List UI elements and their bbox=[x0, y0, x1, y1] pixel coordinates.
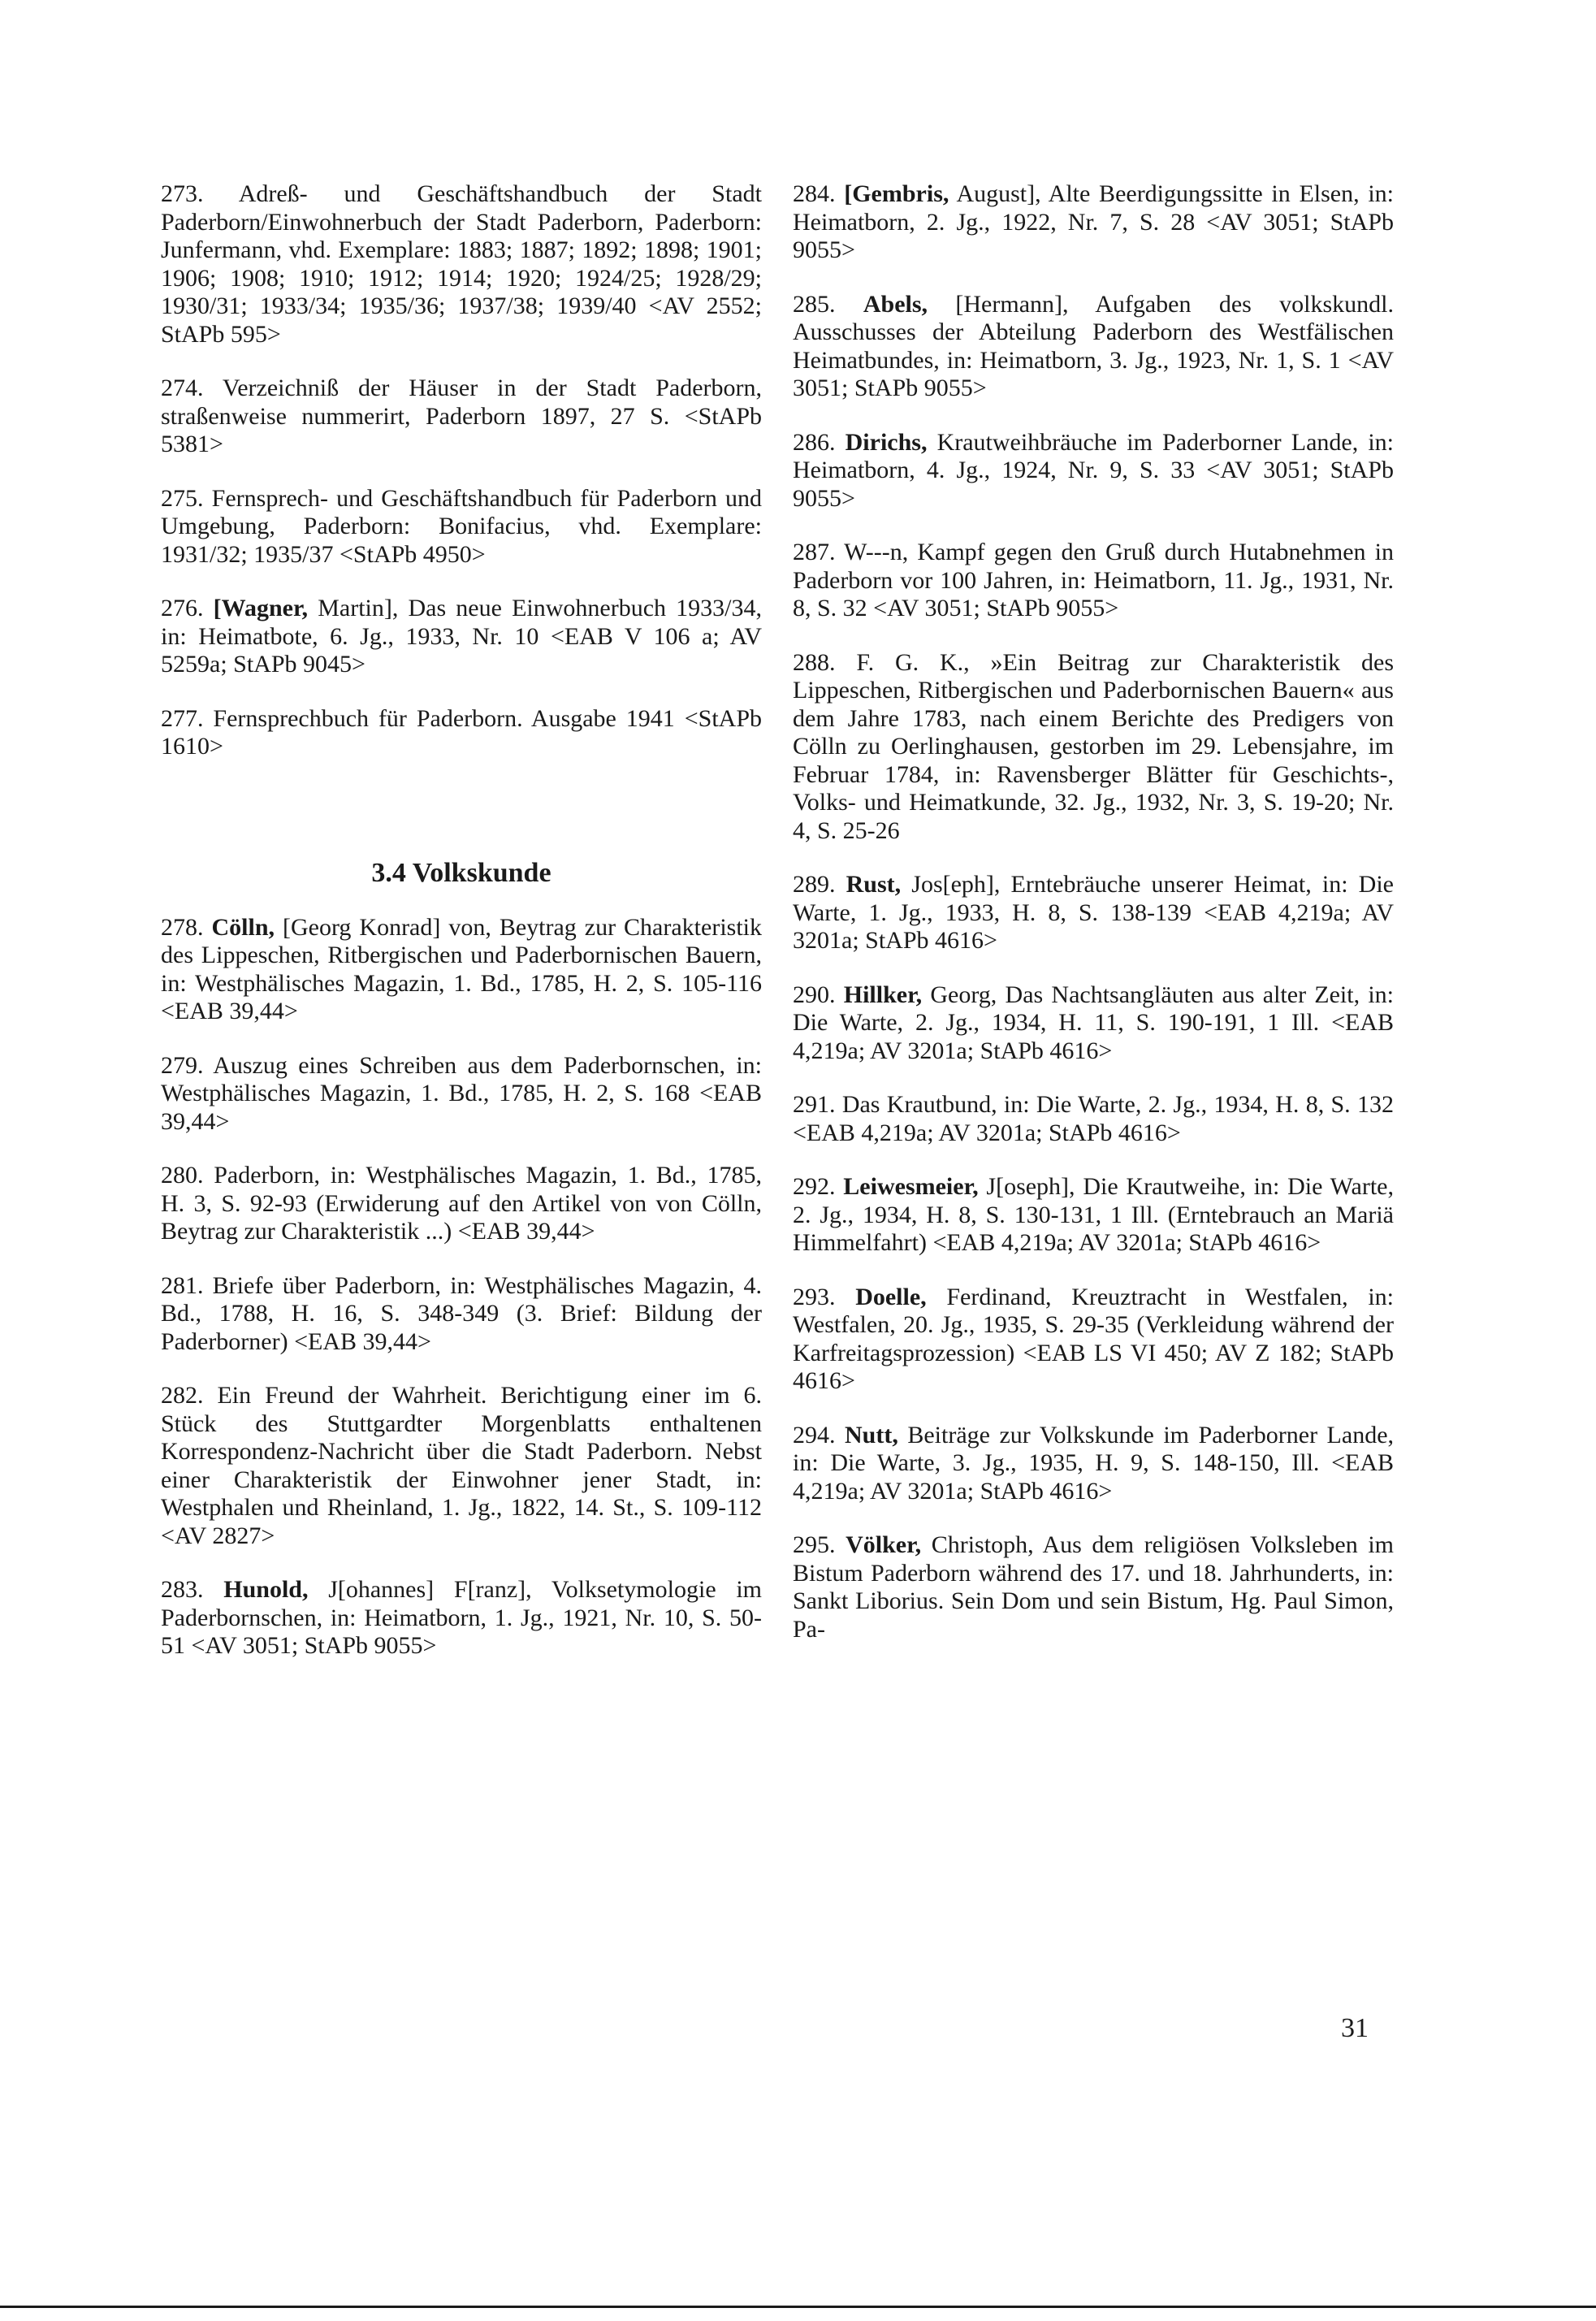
entry-text: Fernsprechbuch für Paderborn. Ausgabe 1941 <StAPb 1610> bbox=[161, 704, 762, 760]
entry-number: 273. bbox=[161, 180, 204, 207]
entry-number: 289. bbox=[793, 871, 836, 898]
entry-number: 284. bbox=[793, 180, 836, 207]
bibliography-entry bbox=[793, 1284, 1394, 1396]
bibliography-entry bbox=[793, 429, 1394, 513]
left-entries-before bbox=[161, 180, 762, 761]
entry-text: J[ohannes] F[ranz], Volksetymologie im Paderbornschen, in: Heimatborn, 1. Jg., 1921, Nr. 10, S. 50-51 <AV 3051; StAPb 9055> bbox=[161, 1576, 763, 1659]
entry-number: 276. bbox=[161, 595, 204, 621]
entry-author: Hillker, bbox=[843, 981, 923, 1008]
entry-author: Leiwesmeier, bbox=[843, 1173, 979, 1200]
bibliography-entry bbox=[161, 914, 762, 1026]
entry-number: 278. bbox=[161, 913, 204, 941]
bibliography-entry bbox=[793, 649, 1394, 846]
entry-text: Briefe über Paderborn, in: Westphälisches Magazin, 4. Bd., 1788, H. 16, S. 348-349 (3. Brief: Bildung der Paderborner) <EAB 39,44> bbox=[161, 1271, 762, 1355]
entry-text: Ferdinand, Kreuztracht in Westfalen, in: Westfalen, 20. Jg., 1935, S. 29-35 (Verkleidung während der Karfreitagsprozession) <EAB LS VI 450; AV Z 182; StAPb 4616> bbox=[793, 1283, 1395, 1394]
entry-author: [Wagner, bbox=[213, 595, 309, 621]
bibliography-entry bbox=[161, 375, 762, 459]
entry-text: Georg, Das Nachtsangläuten aus alter Zeit, in: Die Warte, 2. Jg., 1934, H. 11, S. 190-191, 1 Ill. <EAB 4,219a; AV 3201a; StAPb 4616> bbox=[793, 981, 1395, 1064]
left-entries-after bbox=[161, 914, 762, 1661]
entry-text: Fernsprech- und Geschäftshandbuch für Paderborn und Umgebung, Paderborn: Bonifacius, vhd. Exemplare: 1931/32; 1935/37 <StAPb 4950> bbox=[161, 484, 762, 568]
entry-number: 288. bbox=[793, 648, 836, 676]
section-heading: 3.4 Volkskunde bbox=[371, 857, 551, 888]
bibliography-entry bbox=[793, 1173, 1394, 1258]
entry-number: 287. bbox=[793, 539, 836, 565]
entry-author: Cölln, bbox=[211, 913, 275, 941]
bibliography-entry bbox=[161, 705, 762, 761]
bibliography-entry bbox=[161, 485, 762, 569]
page-number: 31 bbox=[1341, 2013, 1369, 2043]
bibliography-entry bbox=[793, 871, 1394, 955]
bibliography-entry bbox=[793, 981, 1394, 1066]
bibliography-entry bbox=[161, 1162, 762, 1246]
entry-author: Rust, bbox=[846, 871, 902, 898]
entry-author: Abels, bbox=[863, 290, 928, 318]
entry-author: Völker, bbox=[846, 1531, 922, 1558]
bibliography-entry bbox=[161, 1052, 762, 1137]
entry-author: [Gembris, bbox=[844, 180, 949, 207]
entry-author: Doelle, bbox=[855, 1283, 927, 1310]
left-column bbox=[161, 180, 762, 1687]
entry-number: 290. bbox=[793, 981, 836, 1008]
entry-number: 295. bbox=[793, 1531, 836, 1558]
entry-number: 277. bbox=[161, 704, 204, 732]
entry-text: Beiträge zur Volkskunde im Paderborner Lande, in: Die Warte, 3. Jg., 1935, H. 9, S. 148-150, Ill. <EAB 4,219a; AV 3201a; StAPb 4616> bbox=[793, 1421, 1395, 1505]
bibliography-entry bbox=[793, 1531, 1394, 1643]
bibliography-entry bbox=[793, 180, 1394, 265]
entry-number: 285. bbox=[793, 290, 836, 318]
entry-text: August], Alte Beerdigungssitte in Elsen, in: Heimatborn, 2. Jg., 1922, Nr. 7, S. 28 <AV 3051; StAPb 9055> bbox=[793, 180, 1395, 263]
entry-number: 283. bbox=[161, 1576, 204, 1603]
entry-number: 292. bbox=[793, 1173, 836, 1200]
bibliography-entry bbox=[793, 1091, 1394, 1147]
bibliography-entry bbox=[161, 180, 762, 349]
right-column bbox=[793, 180, 1394, 1669]
bottom-rule bbox=[0, 2306, 1596, 2308]
bibliography-entry bbox=[161, 1576, 762, 1661]
entry-text: F. G. K., »Ein Beitrag zur Charakteristik des Lippeschen, Ritbergischen und Paderbornischen Bauern« aus dem Jahre 1783, nach einem Berichte des Predigers von Cölln zu Oerlinghausen, gestorben im 29. Lebensjahre, im Februar 1784, in: Ravensberger Blätter für Geschichts-, Volks- und Heimatkunde, 32. Jg., 1932, Nr. 3, S. 19-20; Nr. 4, S. 25-26 bbox=[793, 648, 1395, 844]
bibliography-entry bbox=[161, 595, 762, 679]
entry-text: W---n, Kampf gegen den Gruß durch Hutabnehmen in Paderborn vor 100 Jahren, in: Heimatborn, 11. Jg., 1931, Nr. 8, S. 32 <AV 3051; StAPb 9055> bbox=[793, 539, 1394, 621]
entry-text: Auszug eines Schreiben aus dem Paderbornschen, in: Westphälisches Magazin, 1. Bd., 1785, H. 2, S. 168 <EAB 39,44> bbox=[161, 1051, 762, 1135]
entry-number: 286. bbox=[793, 428, 836, 456]
entry-number: 293. bbox=[793, 1283, 836, 1310]
entry-text: Martin], Das neue Einwohnerbuch 1933/34, in: Heimatbote, 6. Jg., 1933, Nr. 10 <EAB V 106 a; AV 5259a; StAPb 9045> bbox=[161, 595, 763, 678]
entry-text: [Hermann], Aufgaben des volkskundl. Ausschusses der Abteilung Paderborn des Westfälischen Heimatbundes, in: Heimatborn, 3. Jg., 1923, Nr. 1, S. 1 <AV 3051; StAPb 9055> bbox=[793, 290, 1395, 401]
entry-text: Paderborn, in: Westphälisches Magazin, 1. Bd., 1785, H. 3, S. 92-93 (Erwiderung auf den Artikel von von Cölln, Beytrag zur Charakteristik ...) <EAB 39,44> bbox=[161, 1162, 763, 1245]
entry-text: Adreß- und Geschäftshandbuch der Stadt Paderborn/Einwohnerbuch der Stadt Paderborn, Paderborn: Junfermann, vhd. Exemplare: 1883; 1887; 1892; 1898; 1901; 1906; 1908; 1910; 1912; 1914; 1920; 1924/25; 1928/29; 1930/31; 1933/34; 1935/36; 1937/38; 1939/40 <AV 2552; StAPb 595> bbox=[161, 180, 762, 348]
entry-author: Dirichs, bbox=[845, 428, 928, 456]
entry-text: Jos[eph], Erntebräuche unserer Heimat, in: Die Warte, 1. Jg., 1933, H. 8, S. 138-139 <EAB 4,219a; AV 3201a; StAPb 4616> bbox=[793, 871, 1394, 954]
entry-number: 294. bbox=[793, 1421, 836, 1448]
entry-text: J[oseph], Die Krautweihe, in: Die Warte, 2. Jg., 1934, H. 8, S. 130-131, 1 Ill. (Erntebrauch an Mariä Himmelfahrt) <EAB 4,219a; AV 3201a; StAPb 4616> bbox=[793, 1173, 1395, 1256]
entry-text: Das Krautbund, in: Die Warte, 2. Jg., 1934, H. 8, S. 132 <EAB 4,219a; AV 3201a; StAPb 4616> bbox=[793, 1091, 1394, 1146]
bibliography-entry bbox=[793, 291, 1394, 403]
bibliography-entry bbox=[161, 1272, 762, 1357]
entry-author: Hunold, bbox=[223, 1576, 309, 1603]
entry-text: Verzeichniß der Häuser in der Stadt Paderborn, straßenweise nummerirt, Paderborn 1897, 27 S. <StAPb 5381> bbox=[161, 375, 762, 457]
entry-text: Ein Freund der Wahrheit. Berichtigung einer im 6. Stück des Stuttgardter Morgenblatts enthaltenen Korrespondenz-Nachricht über die Stadt Paderborn. Nebst einer Charakteristik der Einwohner jener Stadt, in: Westphalen und Rheinland, 1. Jg., 1822, 14. St., S. 109-112 <AV 2827> bbox=[161, 1382, 762, 1549]
bibliography-entry bbox=[161, 1382, 762, 1550]
bibliography-entry bbox=[793, 539, 1394, 623]
entry-number: 279. bbox=[161, 1051, 204, 1079]
entry-text: Krautweihbräuche im Paderborner Lande, in: Heimatborn, 4. Jg., 1924, Nr. 9, S. 33 <AV 3051; StAPb 9055> bbox=[793, 428, 1395, 512]
right-entries bbox=[793, 180, 1394, 1643]
entry-text: [Georg Konrad] von, Beytrag zur Charakteristik des Lippeschen, Ritbergischen und Paderbornischen Bauern, in: Westphälisches Magazin, 1. Bd., 1785, H. 2, S. 105-116 <EAB 39,44> bbox=[161, 913, 763, 1024]
entry-number: 282. bbox=[161, 1382, 204, 1409]
entry-number: 274. bbox=[161, 375, 204, 401]
bibliography-entry bbox=[793, 1422, 1394, 1506]
entry-number: 280. bbox=[161, 1162, 204, 1189]
entry-number: 275. bbox=[161, 484, 204, 512]
entry-number: 281. bbox=[161, 1271, 204, 1299]
entry-author: Nutt, bbox=[845, 1421, 898, 1448]
entry-number: 291. bbox=[793, 1091, 836, 1118]
entry-text: Christoph, Aus dem religiösen Volksleben im Bistum Paderborn während des 17. und 18. Jahrhunderts, in: Sankt Liborius. Sein Dom und sein Bistum, Hg. Paul Simon, Pa- bbox=[793, 1531, 1394, 1643]
